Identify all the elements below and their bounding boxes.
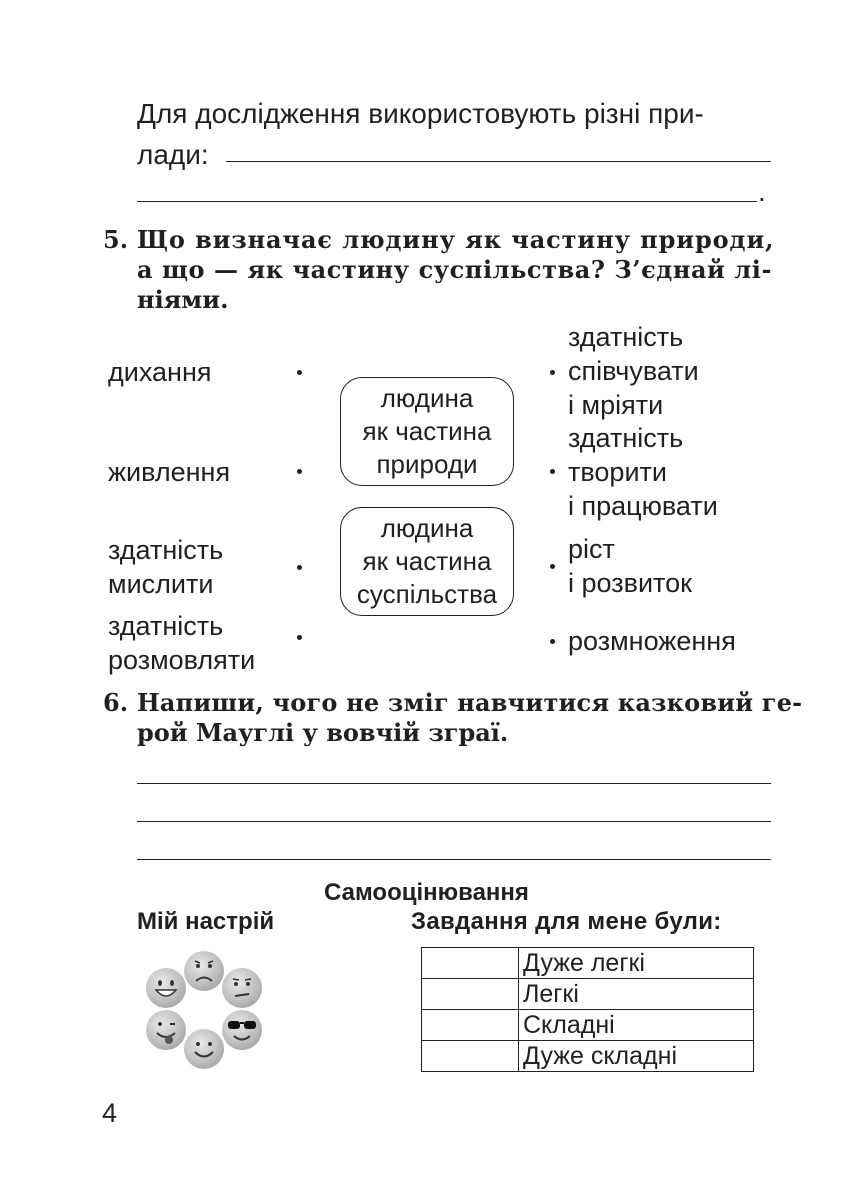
- right-item-creating: творити: [568, 457, 667, 487]
- box-line: як частина: [362, 546, 492, 576]
- option-label: Складні: [519, 1010, 754, 1041]
- task6-heading-line-2: рой Мауглі у вовчій зграї.: [137, 718, 509, 747]
- tasks-label: Завдання для мене були:: [411, 908, 722, 935]
- answer-line[interactable]: [137, 201, 757, 202]
- rating-cell[interactable]: [422, 1010, 519, 1041]
- left-dot[interactable]: [297, 565, 302, 570]
- tongue-out-face-icon[interactable]: [146, 1010, 186, 1050]
- task5-heading-line-2: а що — як частину суспільства? З’єднай лі-: [137, 255, 772, 284]
- right-dot[interactable]: [550, 639, 555, 644]
- task5-heading-line-1: Що визначає людину як частину природи,: [137, 225, 775, 254]
- box-human-society: [340, 507, 514, 616]
- right-item-creating: і працювати: [568, 491, 718, 521]
- left-item-thinking: мислити: [108, 569, 214, 599]
- task6-number: 6.: [103, 688, 129, 717]
- right-item-empathy: здатність: [568, 322, 684, 352]
- left-dot[interactable]: [297, 635, 302, 640]
- option-label: Дуже легкі: [519, 948, 754, 979]
- answer-line[interactable]: [137, 821, 771, 822]
- task6-heading-line-1: Напиши, чого не зміг навчитися казковий ге-: [137, 688, 803, 717]
- intro-line-2: лади:: [137, 139, 209, 170]
- page-number: 4: [102, 1098, 118, 1128]
- right-item-growth: і розвиток: [568, 568, 692, 598]
- right-item-growth: ріст: [568, 534, 615, 564]
- left-item-nutrition: живлення: [108, 457, 231, 487]
- right-dot[interactable]: [550, 564, 555, 569]
- rating-cell[interactable]: [422, 979, 519, 1010]
- left-dot[interactable]: [297, 370, 302, 375]
- box-human-nature: [340, 377, 514, 486]
- option-label: Дуже складні: [519, 1041, 754, 1072]
- right-item-empathy: і мріяти: [568, 390, 664, 420]
- answer-line[interactable]: [137, 783, 771, 784]
- task5-heading-line-3: ніями.: [137, 285, 229, 314]
- box-line: як частина: [362, 416, 492, 446]
- sunglasses-face-icon[interactable]: [222, 1010, 262, 1050]
- right-item-creating: здатність: [568, 423, 684, 453]
- mood-label: Мій настрій: [137, 908, 275, 935]
- rating-cell[interactable]: [422, 1041, 519, 1072]
- table-row: [422, 979, 754, 1010]
- box-line: суспільства: [356, 579, 498, 609]
- difficulty-table: [421, 947, 754, 1072]
- table-row: [422, 1041, 754, 1072]
- rating-cell[interactable]: [422, 948, 519, 979]
- answer-line[interactable]: [226, 161, 771, 162]
- self-assessment-title: Самооцінювання: [324, 879, 529, 906]
- sad-face-icon[interactable]: [184, 951, 224, 991]
- option-label: Легкі: [519, 979, 754, 1010]
- right-dot[interactable]: [550, 469, 555, 474]
- end-period: .: [758, 176, 766, 207]
- left-item-breathing: дихання: [108, 357, 212, 387]
- left-item-speaking: розмовляти: [108, 645, 256, 675]
- right-item-empathy: співчувати: [568, 356, 699, 386]
- box-line: природи: [376, 449, 478, 479]
- table-row: [422, 1010, 754, 1041]
- left-item-speaking: здатність: [108, 611, 224, 641]
- left-item-thinking: здатність: [108, 535, 224, 565]
- answer-line[interactable]: [137, 859, 771, 860]
- table-row: [422, 948, 754, 979]
- confused-face-icon[interactable]: [222, 968, 262, 1008]
- right-item-reproduction: розмноження: [568, 626, 736, 656]
- task5-number: 5.: [103, 225, 129, 254]
- right-dot[interactable]: [550, 370, 555, 375]
- box-line: людина: [380, 383, 474, 413]
- intro-line-1: Для дослідження використовують різні при-: [137, 98, 704, 129]
- laughing-face-icon[interactable]: [146, 968, 186, 1008]
- left-dot[interactable]: [297, 469, 302, 474]
- smiling-face-icon[interactable]: [184, 1029, 224, 1069]
- box-line: людина: [380, 513, 474, 543]
